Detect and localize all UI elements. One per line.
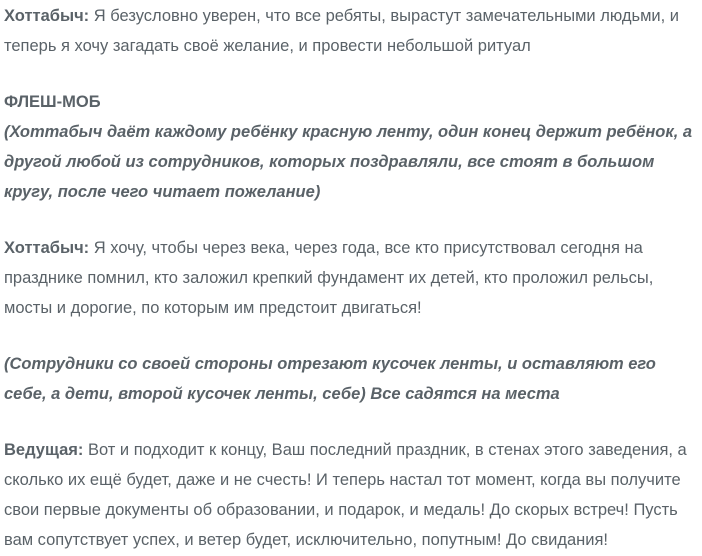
stage-direction-ribbon: (Хоттабыч даёт каждому ребёнку красную ленту, один конец держит ребёнок, а другой любой из сотрудников, которых поздравляли, все стоят в большом кругу, после чего читает пожелание) — [4, 123, 693, 201]
flashmob-heading: ФЛЕШ-МОБ — [4, 93, 101, 111]
dialogue-khottabych-2 — [4, 233, 698, 323]
speaker-name: Ведущая: — [4, 441, 84, 459]
dialogue-text: Я хочу, чтобы через века, через года, все кто присутствовал сегодня на празднике помнил, кто заложил крепкий фундамент их детей, кто проложил рельсы, мосты и дорогие, по которым им предстоит двигаться! — [4, 239, 654, 317]
dialogue-text: Я безусловно уверен, что все ребяты, вырастут замечательными людьми, и теперь я хочу загадать своё желание, и провести небольшой ритуал — [4, 7, 680, 55]
dialogue-khottabych-1 — [4, 1, 698, 61]
dialogue-vedushchaya — [4, 435, 698, 555]
speaker-name: Хоттабыч: — [4, 239, 90, 257]
dialogue-text: Вот и подходит к концу, Ваш последний праздник, в стенах этого заведения, а сколько их ещё будет, даже и не счесть! И теперь настал тот момент, когда вы получите свои первые документы об образовании, и подарок, и медаль! До скорых встреч! Пусть вам сопутствует успех, и ветер будет, исключительно, попутным! До свидания! — [4, 441, 687, 549]
stage-direction-cut-ribbon: (Сотрудники со своей стороны отрезают кусочек ленты, и оставляют его себе, а дети, второй кусочек ленты, себе) Все садятся на места — [4, 355, 656, 403]
speaker-name: Хоттабыч: — [4, 7, 90, 25]
